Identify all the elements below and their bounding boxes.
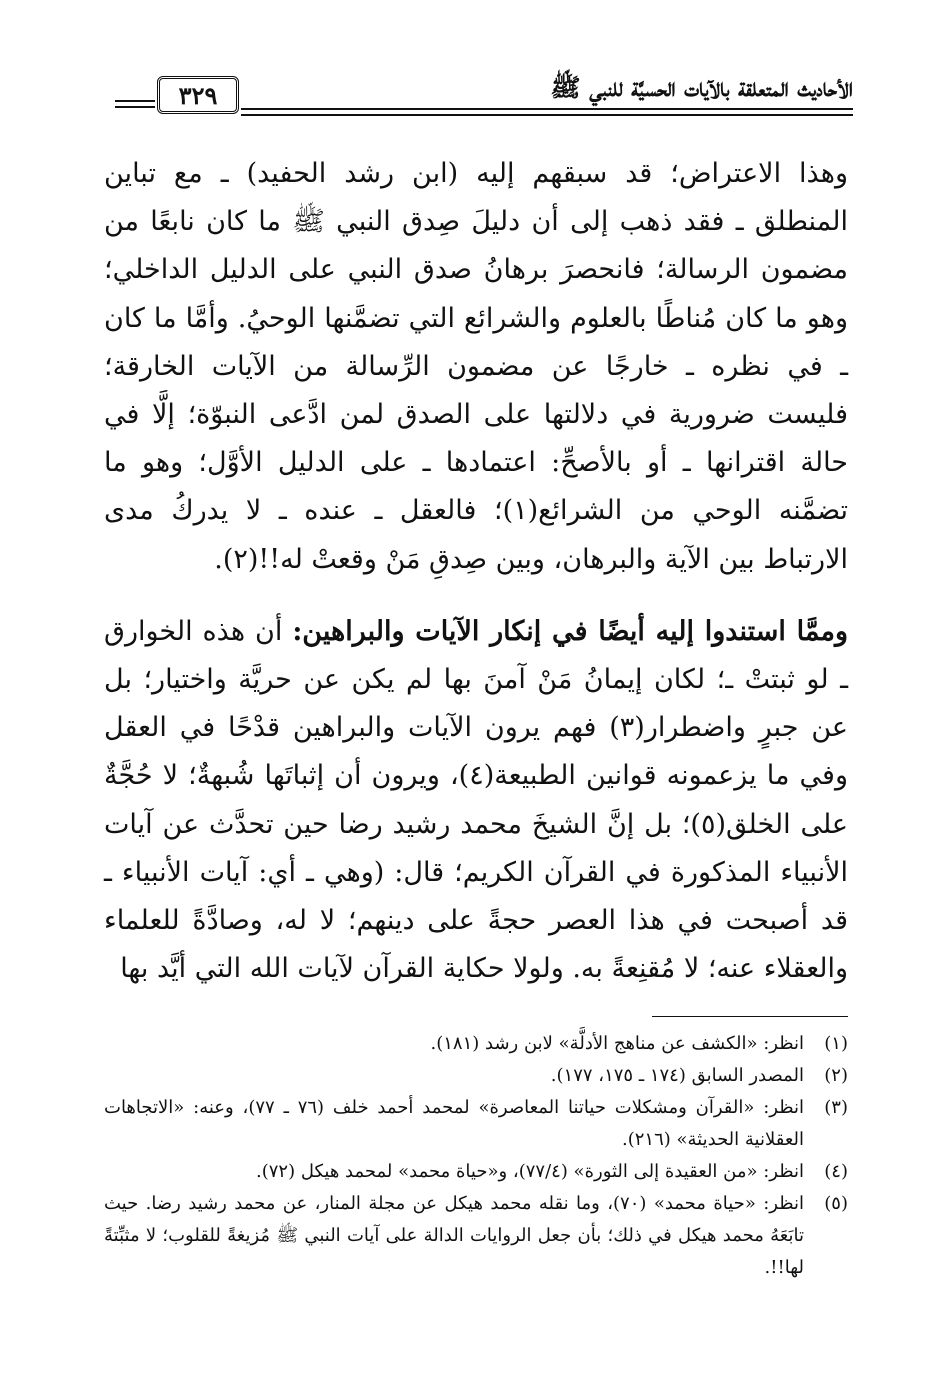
paragraph-2 xyxy=(104,608,848,994)
footnote-number: (١) xyxy=(824,1033,848,1054)
footnotes xyxy=(104,1028,848,1284)
header-rule xyxy=(241,108,853,110)
footnote-number: (٥) xyxy=(824,1193,848,1214)
footnote-number: (٤) xyxy=(824,1161,848,1182)
footnote-3 xyxy=(104,1092,848,1156)
footnote-text: انظر: «القرآن ومشكلات حياتنا المعاصرة» لمحمد أحمد خلف (٧٦ ـ ٧٧)، وعنه: «الاتجاهات العقلانية الحديثة» (٢١٦). xyxy=(104,1097,805,1150)
footnote-number: (٣) xyxy=(824,1097,848,1118)
footnote-4 xyxy=(104,1156,848,1188)
page-header xyxy=(105,66,853,136)
paragraph-2-text: أن هذه الخوارق ـ لو ثبتتْ ـ؛ لكان إيمانُ مَنْ آمنَ بها لم يكن عن حريَّة واختيار؛ بل عن جبرٍ واضطرار(٣) فهم يرون الآيات والبراهين قدْحًا في العقل وفي ما يزعمونه قوانين الطبيعة(٤)، ويرون أن إثباتَها شُبهةٌ؛ لا حُجَّةٌ على الخلق(٥)؛ بل إنَّ الشيخَ محمد رشيد رضا حين تحدَّث عن آيات الأنبياء المذكورة في القرآن الكريم؛ قال: (وهي ـ أي: آيات الأنبياء ـ قد أصبحت في هذا العصر حجةً على دينهم؛ لا له، وصادَّةً للعلماء والعقلاء عنه؛ لا مُقنِعةً به. ولولا حكاية القرآن لآيات الله التي أيَّد بها xyxy=(104,615,848,985)
footnote-1 xyxy=(104,1028,848,1060)
footnote-text: المصدر السابق (١٧٤ ـ ١٧٥، ١٧٧). xyxy=(550,1065,804,1086)
header-rule-double xyxy=(241,114,853,116)
footnote-text: انظر: «حياة محمد» (٧٠)، وما نقله محمد هيكل عن مجلة المنار، عن محمد رشيد رضا. حيث تابَعَهُ محمد هيكل في ذلك؛ بأن جعل الروايات الدالة على آيات النبي ﷺ مُزيغةً للقلوب؛ لا مثبِّتةً لها!!. xyxy=(104,1193,804,1278)
footnote-text: انظر: «الكشف عن مناهج الأدلَّة» لابن رشد (١٨١). xyxy=(430,1033,804,1054)
footnote-2 xyxy=(104,1060,848,1092)
footnote-number: (٢) xyxy=(824,1065,848,1086)
header-rule-left-double xyxy=(115,106,155,108)
footnote-5 xyxy=(104,1188,848,1284)
paragraph-1: وهذا الاعتراض؛ قد سبقهم إليه (ابن رشد الحفيد) ـ مع تباين المنطلق ـ فقد ذهب إلى أن دليلَ صِدق النبي ﷺ ما كان نابعًا من مضمون الرسالة؛ فانحصرَ برهانُ صدق النبي على الدليل الداخلي؛ وهو ما كان مُناطًا بالعلوم والشرائع التي تضمَّنها الوحيُ. وأمَّا ما كان ـ في نظره ـ خارجًا عن مضمون الرِّسالة من الآيات الخارقة؛ فليست ضرورية في دلالتها على الصدق لمن ادَّعى النبوّة؛ إلَّا في حالة اقترانها ـ أو بالأصحِّ: اعتمادها ـ على الدليل الأوَّل؛ وهو ما تضمَّنه الوحي من الشرائع(١)؛ فالعقل ـ عنده ـ لا يدركُ مدى الارتباط بين الآية والبرهان، وبين صِدقِ مَنْ وقعتْ له!!(٢). xyxy=(104,158,848,575)
running-title: الأحاديث المتعلقة بالآيات الحسيَّة للنبي ﷺ xyxy=(550,73,853,102)
page-number: ٣٢٩ xyxy=(157,76,239,114)
footnote-text: انظر: «من العقيدة إلى الثورة» (٧٧/٤)، و«حياة محمد» لمحمد هيكل (٧٢). xyxy=(256,1161,804,1182)
main-text xyxy=(104,150,848,993)
paragraph-2-lead: وممَّا استندوا إليه أيضًا في إنكار الآيات والبراهين: xyxy=(292,615,848,647)
footnote-separator xyxy=(652,1016,848,1017)
header-rule-left xyxy=(115,100,155,102)
